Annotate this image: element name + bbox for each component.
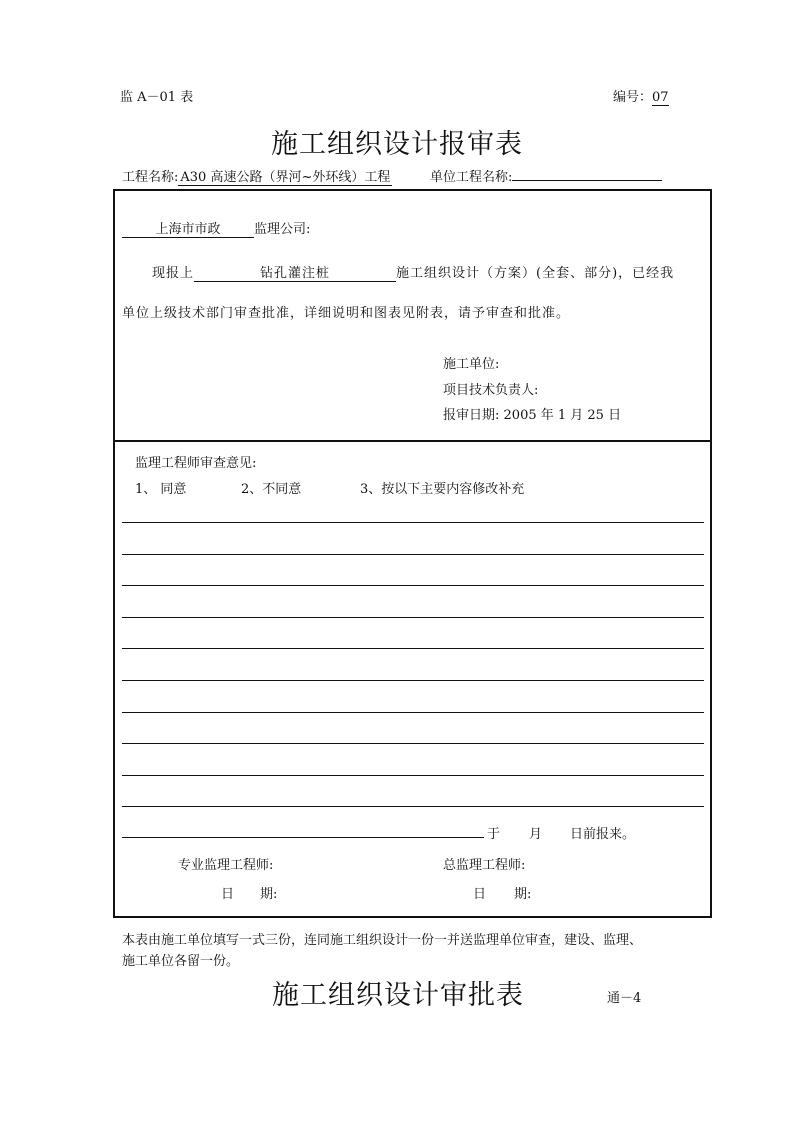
- specialist-date-qi: 期:: [260, 887, 278, 902]
- deadline-month: 月: [529, 827, 543, 842]
- addressee-value: 上海市市政: [122, 222, 254, 238]
- chief-engineer-label: 总监理工程师:: [443, 858, 526, 873]
- comment-line: [122, 806, 704, 807]
- report-date-value: 2005 年 1 月 25 日: [503, 408, 622, 423]
- tech-lead-label: 项目技术负责人:: [443, 383, 539, 398]
- comment-line: [122, 775, 704, 776]
- report-line-1: [152, 262, 674, 282]
- comment-line: [122, 585, 704, 586]
- report-line-2: 单位上级技术部门审查批准，详细说明和图表见附表，请予审查和批准。: [122, 306, 571, 321]
- chief-date-ri: 日: [473, 887, 487, 902]
- form-code: 监 A－01 表: [120, 90, 194, 105]
- project-name-value: A30 高速公路（界河~外环线）工程: [180, 170, 391, 185]
- footnote-line-2: 施工单位各留一份。: [122, 954, 240, 969]
- deadline-yu: 于: [487, 827, 501, 842]
- review-option-revise: 3、按以下主要内容修改补充: [360, 482, 525, 497]
- review-option-disagree: 2、不同意: [241, 482, 302, 497]
- addressee-suffix: 监理公司:: [254, 222, 311, 237]
- form-number-value: 07: [652, 90, 669, 105]
- report-subject-value: 钻孔灌注桩: [194, 266, 396, 282]
- unit-project-value: [512, 180, 662, 181]
- review-heading: 监理工程师审查意见:: [135, 456, 257, 471]
- report-date-row: [443, 404, 621, 423]
- report-line-1-suffix: 施工组织设计（方案）(全套、部分)，已经我: [396, 266, 675, 281]
- specialist-date-ri: 日: [221, 887, 235, 902]
- unit-project-row: [430, 166, 662, 185]
- next-form-title: 施工组织设计审批表: [272, 980, 524, 1011]
- comment-line: [122, 617, 704, 618]
- specialist-engineer-label: 专业监理工程师:: [178, 858, 274, 873]
- comment-line: [122, 743, 704, 744]
- report-date-label: 报审日期:: [443, 408, 500, 423]
- project-name-row: [122, 166, 392, 186]
- form-number: [613, 86, 669, 106]
- deadline-line: [122, 837, 484, 838]
- review-option-agree: 1、 同意: [135, 482, 187, 497]
- addressee-row: [122, 218, 310, 238]
- project-name-label: 工程名称:: [122, 170, 179, 185]
- footnote-line-1: 本表由施工单位填写一式三份，连同施工组织设计一份一并送监理单位审查，建设、监理、: [122, 933, 643, 948]
- unit-project-label: 单位工程名称:: [430, 170, 513, 185]
- chief-date-qi: 期:: [514, 887, 532, 902]
- report-line-1-prefix: 现报上: [152, 266, 195, 281]
- contractor-label: 施工单位:: [443, 357, 500, 372]
- deadline-day: 日前报来。: [570, 827, 636, 842]
- comment-line: [122, 680, 704, 681]
- page-title: 施工组织设计报审表: [271, 129, 523, 160]
- comment-line: [122, 712, 704, 713]
- comment-line: [122, 522, 704, 523]
- form-number-label: 编号：: [613, 90, 653, 105]
- comment-line: [122, 554, 704, 555]
- comment-line: [122, 648, 704, 649]
- section-divider: [113, 440, 712, 442]
- next-form-code: 通－4: [607, 991, 642, 1006]
